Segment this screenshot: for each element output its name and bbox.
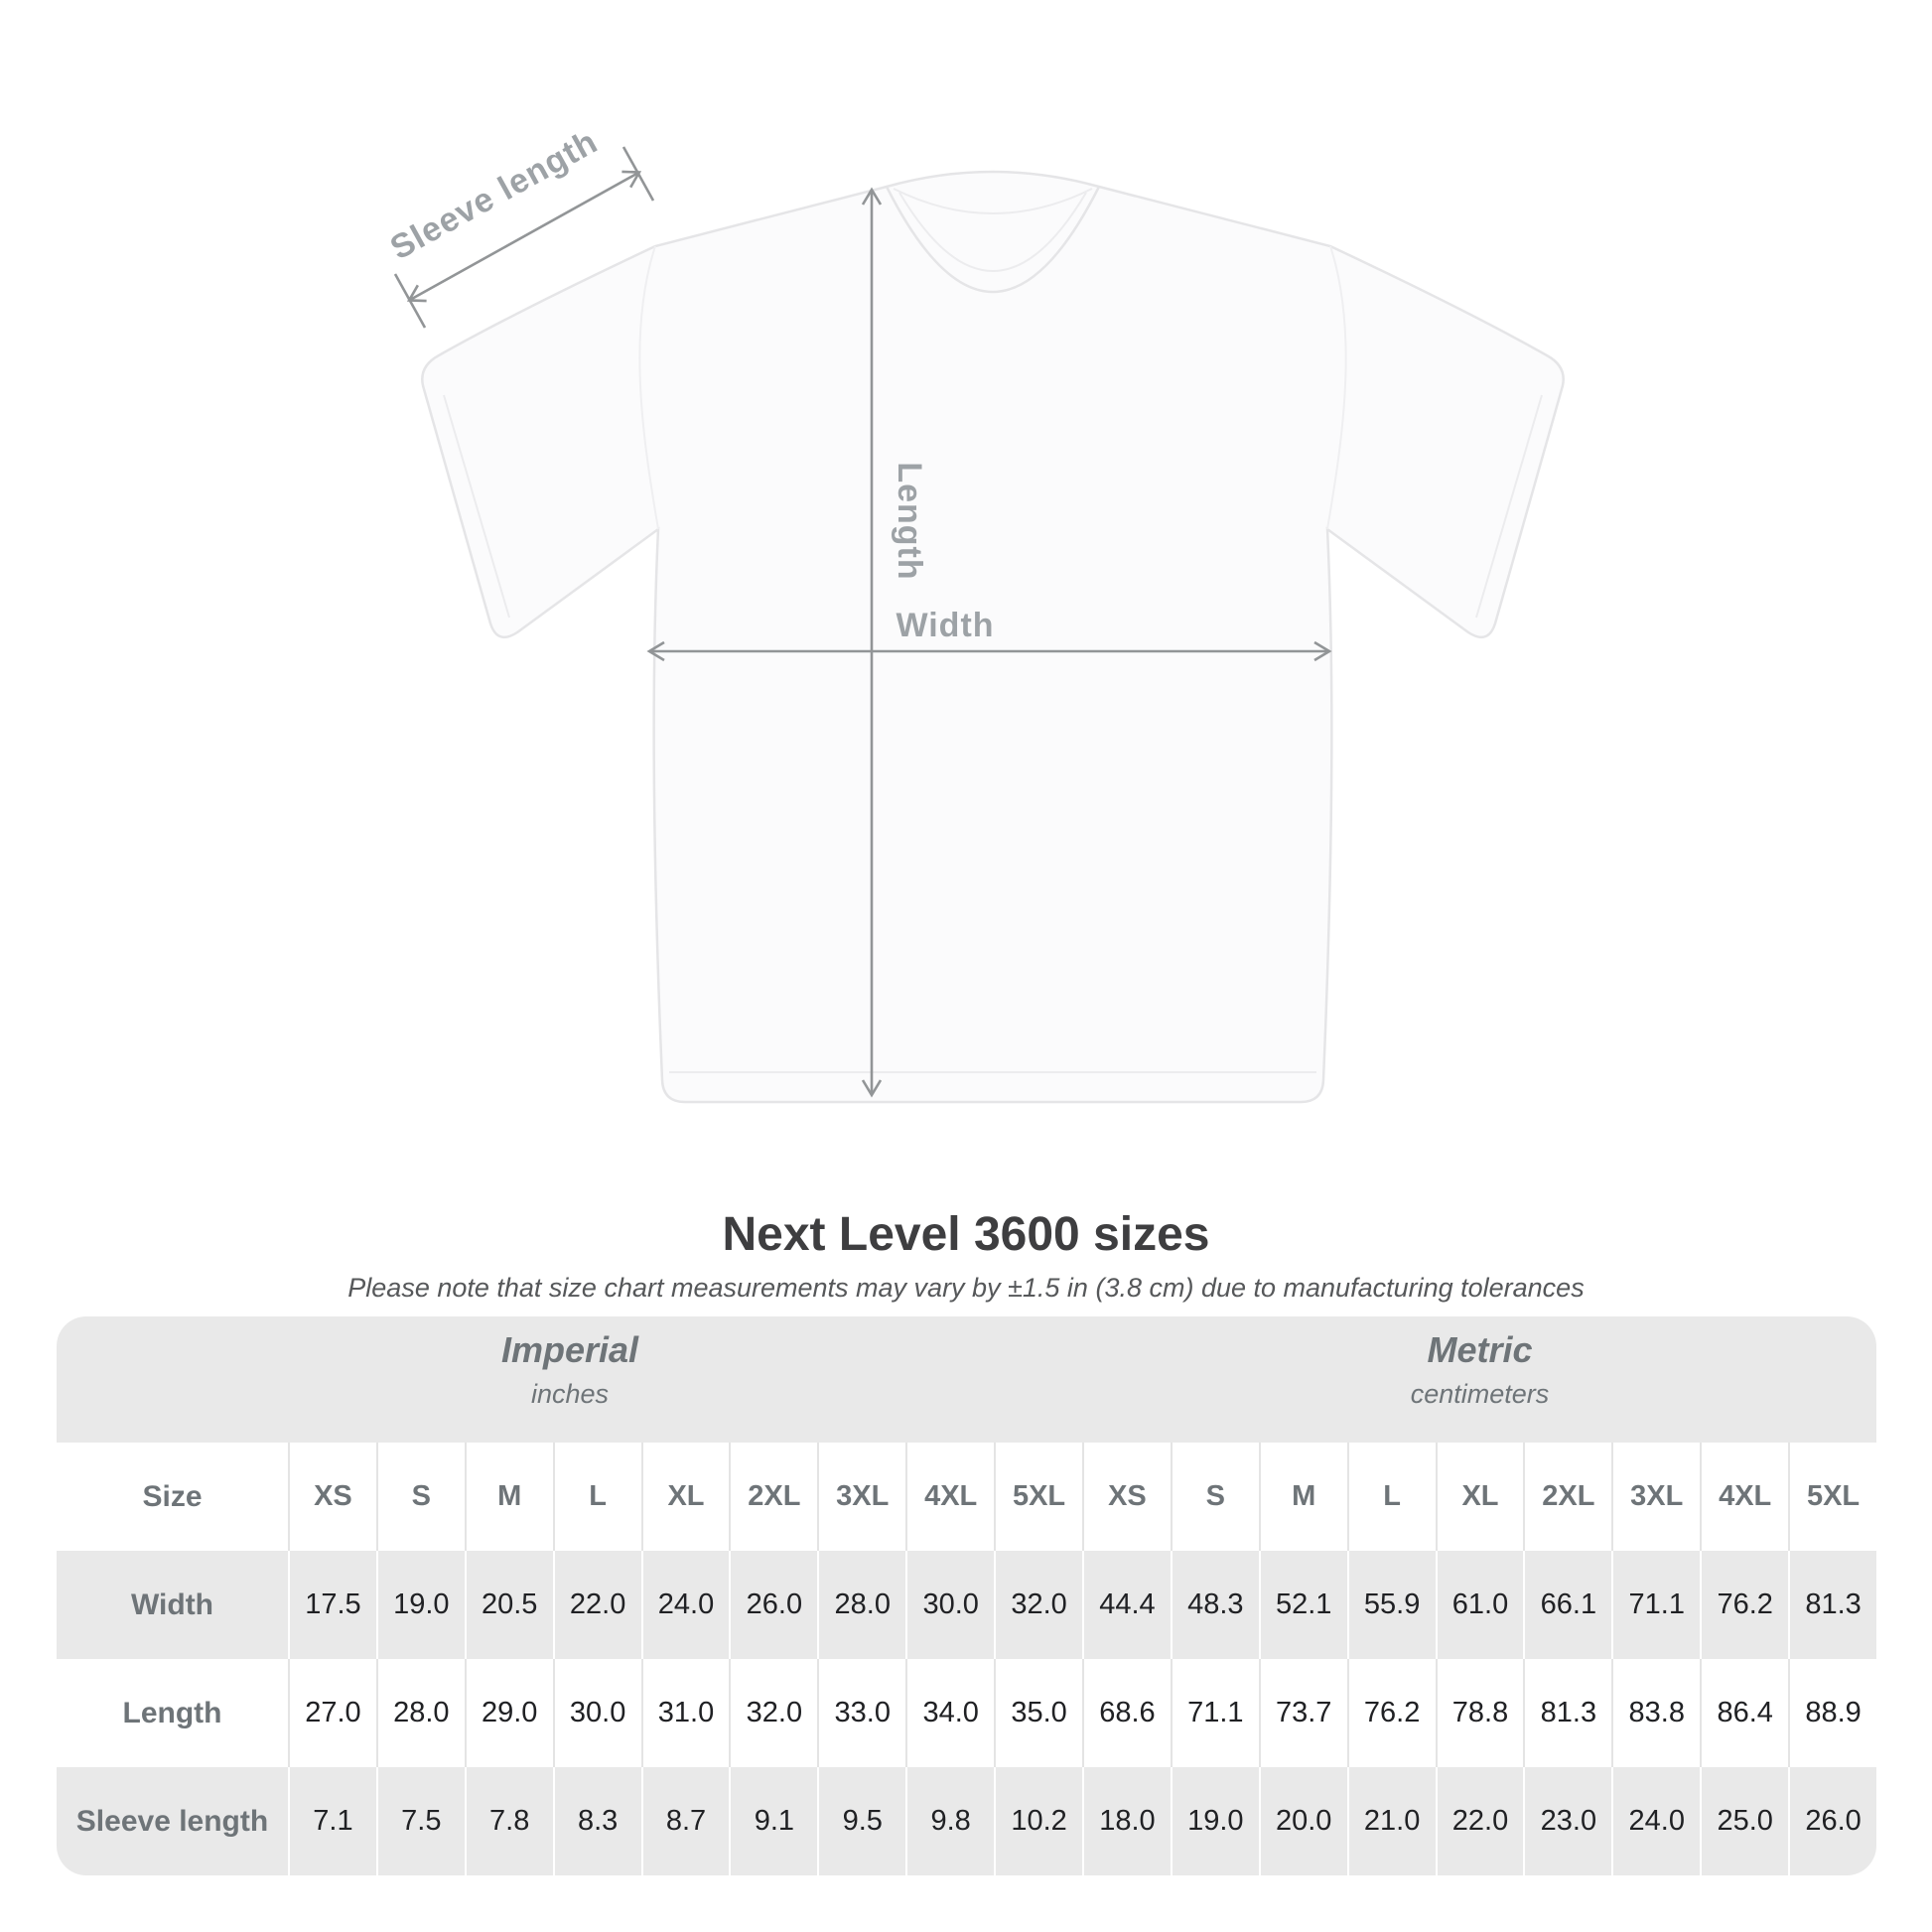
imperial-value-cell: 8.3 bbox=[553, 1767, 641, 1875]
size-table bbox=[57, 1316, 1876, 1875]
metric-header bbox=[1083, 1316, 1876, 1443]
imperial-size-header-cell: S bbox=[376, 1443, 465, 1551]
length-label: Length bbox=[891, 462, 928, 581]
imperial-value-cell: 35.0 bbox=[994, 1659, 1082, 1767]
imperial-value-cell: 7.5 bbox=[376, 1767, 465, 1875]
metric-value-cell: 55.9 bbox=[1347, 1551, 1436, 1659]
imperial-value-cell: 30.0 bbox=[553, 1659, 641, 1767]
imperial-value-cell: 27.0 bbox=[288, 1659, 376, 1767]
measurement-row bbox=[57, 1767, 1876, 1875]
imperial-value-cell: 33.0 bbox=[817, 1659, 905, 1767]
metric-size-header-cell: 2XL bbox=[1523, 1443, 1611, 1551]
metric-value-cell: 18.0 bbox=[1082, 1767, 1171, 1875]
metric-value-cell: 21.0 bbox=[1347, 1767, 1436, 1875]
imperial-size-header-cell: 2XL bbox=[729, 1443, 817, 1551]
table-rows bbox=[57, 1443, 1876, 1875]
metric-value-cell: 71.1 bbox=[1171, 1659, 1259, 1767]
metric-value-cell: 76.2 bbox=[1700, 1551, 1788, 1659]
imperial-value-cell: 17.5 bbox=[288, 1551, 376, 1659]
imperial-value-cell: 20.5 bbox=[465, 1551, 553, 1659]
metric-value-cell: 81.3 bbox=[1788, 1551, 1876, 1659]
metric-size-header-cell: L bbox=[1347, 1443, 1436, 1551]
metric-value-cell: 71.1 bbox=[1611, 1551, 1700, 1659]
imperial-value-cell: 32.0 bbox=[729, 1659, 817, 1767]
imperial-value-cell: 26.0 bbox=[729, 1551, 817, 1659]
metric-value-cell: 25.0 bbox=[1700, 1767, 1788, 1875]
imperial-value-cell: 8.7 bbox=[641, 1767, 730, 1875]
metric-unit: centimeters bbox=[1410, 1379, 1550, 1409]
page-subtitle: Please note that size chart measurements may vary by ±1.5 in (3.8 cm) due to manufacturing tolerances bbox=[347, 1273, 1585, 1303]
imperial-value-cell: 7.8 bbox=[465, 1767, 553, 1875]
width-label: Width bbox=[896, 607, 995, 644]
row-label: Length bbox=[122, 1696, 222, 1729]
imperial-value-cell: 32.0 bbox=[994, 1551, 1082, 1659]
imperial-title: Imperial bbox=[500, 1329, 639, 1370]
metric-size-header-cell: XS bbox=[1082, 1443, 1171, 1551]
imperial-value-cell: 22.0 bbox=[553, 1551, 641, 1659]
metric-value-cell: 23.0 bbox=[1523, 1767, 1611, 1875]
unit-header-band bbox=[57, 1316, 1876, 1443]
metric-value-cell: 24.0 bbox=[1611, 1767, 1700, 1875]
metric-value-cell: 76.2 bbox=[1347, 1659, 1436, 1767]
imperial-value-cell: 9.5 bbox=[817, 1767, 905, 1875]
sleeve-length-label: Sleeve length bbox=[383, 122, 605, 268]
imperial-value-cell: 9.8 bbox=[905, 1767, 994, 1875]
metric-size-header-cell: 4XL bbox=[1700, 1443, 1788, 1551]
imperial-value-cell: 29.0 bbox=[465, 1659, 553, 1767]
sleeve-arrow-tick-start bbox=[395, 274, 425, 328]
imperial-size-header-cell: 3XL bbox=[817, 1443, 905, 1551]
size-header-row bbox=[57, 1443, 1876, 1551]
metric-size-header-cell: 3XL bbox=[1611, 1443, 1700, 1551]
metric-size-header-cell: 5XL bbox=[1788, 1443, 1876, 1551]
metric-value-cell: 48.3 bbox=[1171, 1551, 1259, 1659]
metric-value-cell: 22.0 bbox=[1436, 1767, 1524, 1875]
imperial-size-header-cell: XL bbox=[641, 1443, 730, 1551]
imperial-value-cell: 28.0 bbox=[376, 1659, 465, 1767]
imperial-value-cell: 7.1 bbox=[288, 1767, 376, 1875]
size-column-header: Size bbox=[142, 1479, 203, 1513]
metric-value-cell: 83.8 bbox=[1611, 1659, 1700, 1767]
metric-value-cell: 66.1 bbox=[1523, 1551, 1611, 1659]
imperial-value-cell: 34.0 bbox=[905, 1659, 994, 1767]
imperial-value-cell: 10.2 bbox=[994, 1767, 1082, 1875]
metric-value-cell: 20.0 bbox=[1259, 1767, 1347, 1875]
sleeve-arrow-tick-end bbox=[623, 147, 653, 201]
imperial-value-cell: 24.0 bbox=[641, 1551, 730, 1659]
row-label: Sleeve length bbox=[75, 1804, 269, 1838]
metric-value-cell: 19.0 bbox=[1171, 1767, 1259, 1875]
metric-title: Metric bbox=[1427, 1329, 1533, 1370]
metric-value-cell: 81.3 bbox=[1523, 1659, 1611, 1767]
metric-value-cell: 68.6 bbox=[1082, 1659, 1171, 1767]
metric-value-cell: 78.8 bbox=[1436, 1659, 1524, 1767]
metric-value-cell: 61.0 bbox=[1436, 1551, 1524, 1659]
imperial-value-cell: 9.1 bbox=[729, 1767, 817, 1875]
metric-value-cell: 26.0 bbox=[1788, 1767, 1876, 1875]
imperial-header bbox=[57, 1316, 1083, 1443]
metric-size-header-cell: XL bbox=[1436, 1443, 1524, 1551]
metric-value-cell: 88.9 bbox=[1788, 1659, 1876, 1767]
measurement-row bbox=[57, 1659, 1876, 1767]
imperial-value-cell: 30.0 bbox=[905, 1551, 994, 1659]
metric-value-cell: 52.1 bbox=[1259, 1551, 1347, 1659]
imperial-size-header-cell: 4XL bbox=[905, 1443, 994, 1551]
row-label: Width bbox=[130, 1587, 214, 1621]
metric-size-header-cell: M bbox=[1259, 1443, 1347, 1551]
imperial-size-header-cell: L bbox=[553, 1443, 641, 1551]
metric-value-cell: 86.4 bbox=[1700, 1659, 1788, 1767]
imperial-size-header-cell: 5XL bbox=[994, 1443, 1082, 1551]
imperial-unit: inches bbox=[530, 1379, 610, 1409]
measurement-row bbox=[57, 1551, 1876, 1659]
imperial-value-cell: 19.0 bbox=[376, 1551, 465, 1659]
metric-value-cell: 73.7 bbox=[1259, 1659, 1347, 1767]
metric-size-header-cell: S bbox=[1171, 1443, 1259, 1551]
imperial-value-cell: 31.0 bbox=[641, 1659, 730, 1767]
imperial-size-header-cell: M bbox=[465, 1443, 553, 1551]
metric-value-cell: 44.4 bbox=[1082, 1551, 1171, 1659]
imperial-value-cell: 28.0 bbox=[817, 1551, 905, 1659]
imperial-size-header-cell: XS bbox=[288, 1443, 376, 1551]
page-title: Next Level 3600 sizes bbox=[722, 1208, 1210, 1261]
